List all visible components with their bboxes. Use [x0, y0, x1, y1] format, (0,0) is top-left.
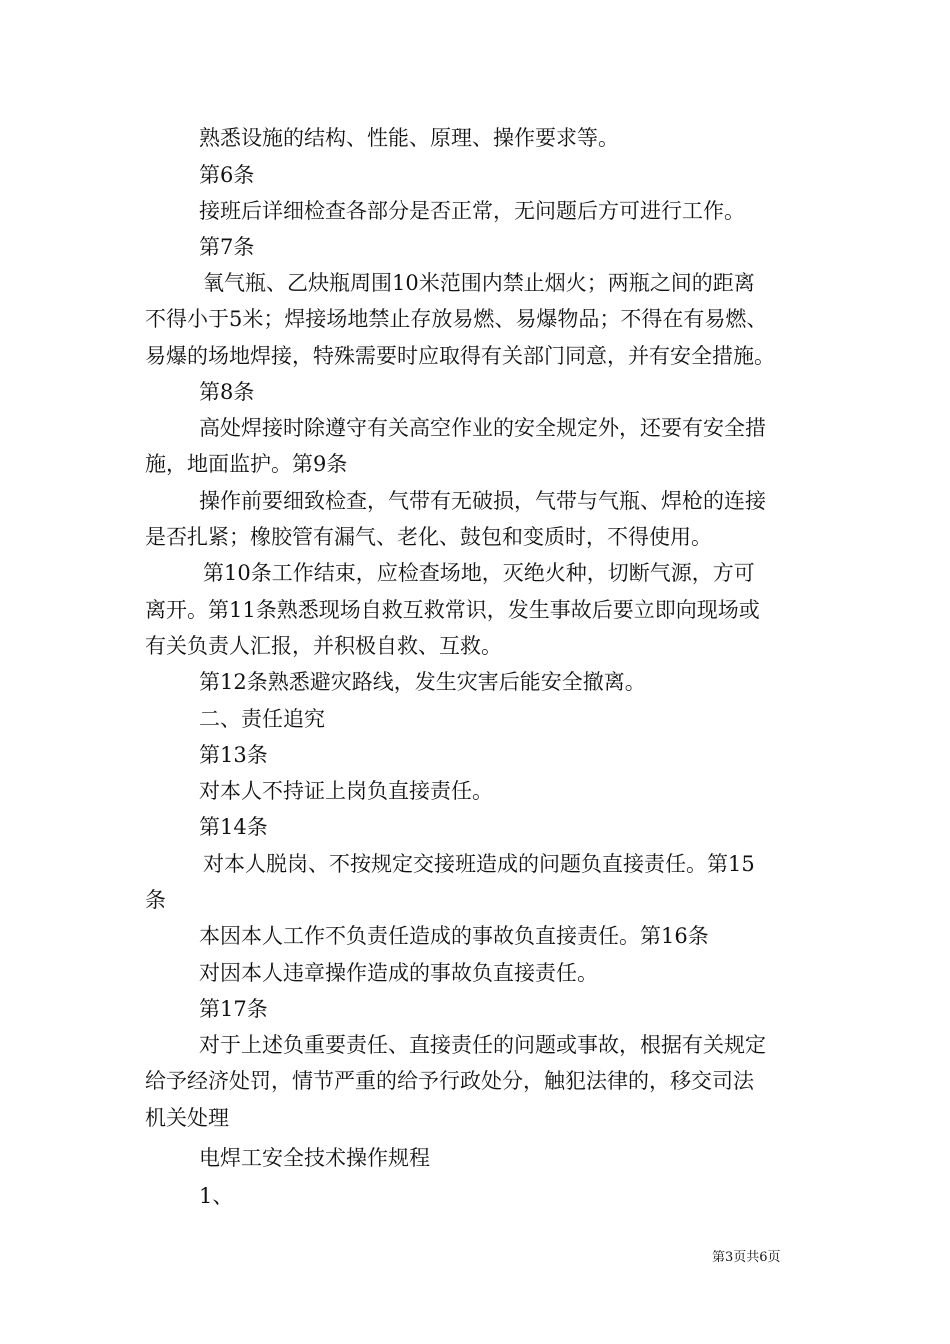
section-heading: 二、责任追究	[199, 707, 325, 731]
article-heading: 第6条	[199, 163, 255, 187]
text-line: 有关负责人汇报，并积极自救、互救。	[145, 634, 502, 658]
text-line: 氧气瓶、乙炔瓶周围10米范围内禁止烟火；两瓶之间的距离	[203, 271, 755, 295]
text-line: 熟悉设施的结构、性能、原理、操作要求等。	[199, 126, 619, 150]
text-line: 接班后详细检查各部分是否正常，无问题后方可进行工作。	[199, 199, 745, 223]
text-line: 离开。第11条熟悉现场自救互救常识，发生事故后要立即向现场或	[145, 598, 760, 622]
text-line: 对本人不持证上岗负直接责任。	[199, 779, 493, 803]
text-line: 机关处理	[145, 1106, 229, 1130]
page-number: 第3页共6页	[712, 1250, 781, 1265]
text-line: 第12条熟悉避灾路线，发生灾害后能安全撤离。	[199, 670, 646, 694]
text-line: 第10条工作结束，应检查场地，灭绝火种，切断气源，方可	[203, 561, 755, 585]
text-line: 对于上述负重要责任、直接责任的问题或事故，根据有关规定	[199, 1033, 766, 1057]
article-heading: 第17条	[199, 997, 268, 1021]
text-line: 对本人脱岗、不按规定交接班造成的问题负直接责任。第15	[203, 852, 755, 876]
text-line: 对因本人违章操作造成的事故负直接责任。	[199, 961, 598, 985]
text-line: 是否扎紧；橡胶管有漏气、老化、鼓包和变质时，不得使用。	[145, 525, 712, 549]
text-line: 本因本人工作不负责任造成的事故负直接责任。第16条	[199, 924, 709, 948]
list-item-number: 1、	[199, 1184, 234, 1208]
article-heading: 第7条	[199, 235, 255, 259]
document-subtitle: 电焊工安全技术操作规程	[199, 1146, 430, 1170]
article-heading: 第14条	[199, 815, 268, 839]
article-heading: 第8条	[199, 380, 255, 404]
text-line: 不得小于5米；焊接场地禁止存放易燃、易爆物品；不得在有易燃、	[145, 307, 768, 331]
text-line: 操作前要细致检查，气带有无破损，气带与气瓶、焊枪的连接	[199, 489, 766, 513]
text-line: 易爆的场地焊接，特殊需要时应取得有关部门同意，并有安全措施。	[145, 344, 775, 368]
text-line: 高处焊接时除遵守有关高空作业的安全规定外，还要有安全措	[199, 416, 766, 440]
text-line: 条	[145, 888, 166, 912]
text-line: 施，地面监护。第9条	[145, 452, 348, 476]
text-line: 给予经济处罚，情节严重的给予行政处分，触犯法律的，移交司法	[145, 1069, 754, 1093]
article-heading: 第13条	[199, 743, 268, 767]
